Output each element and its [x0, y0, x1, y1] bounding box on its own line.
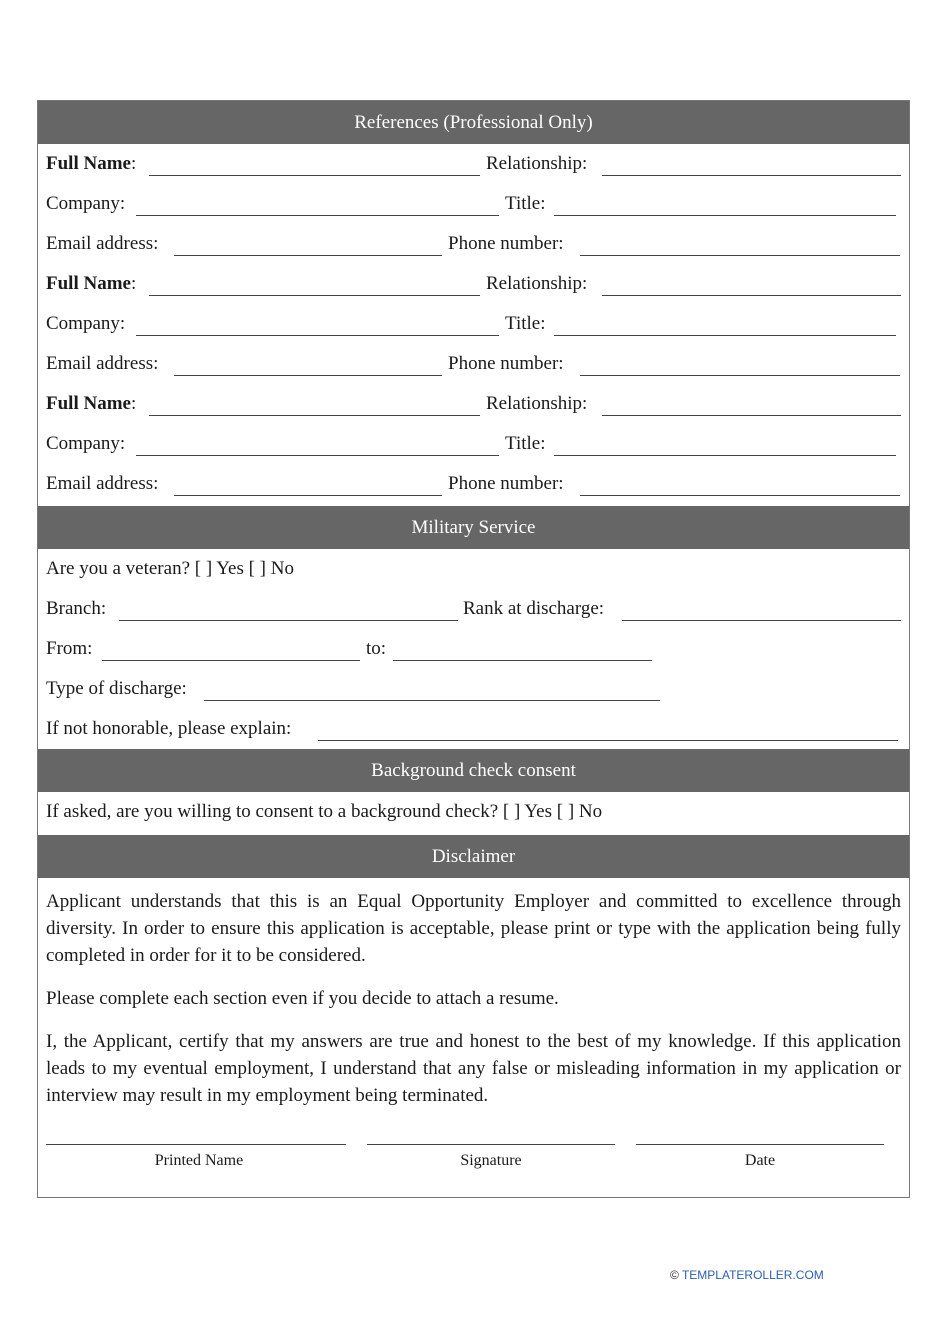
- ref1-name-row: [38, 144, 909, 184]
- date-label: Date: [744, 1152, 776, 1169]
- footer-credit: [670, 1268, 824, 1282]
- background-header: Background check consent: [38, 749, 909, 792]
- printed-name-label: Printed Name: [154, 1152, 244, 1169]
- branch-row: [38, 589, 909, 629]
- service-dates-row: [38, 629, 909, 669]
- discharge-type-field[interactable]: [204, 700, 660, 701]
- date-line[interactable]: [636, 1144, 884, 1145]
- discharge-type-label: Type of discharge:: [46, 678, 187, 699]
- ref2-email-field[interactable]: [174, 375, 442, 376]
- ref3-email-row: [38, 464, 909, 504]
- branch-field[interactable]: [119, 620, 458, 621]
- ref3-name-row: [38, 384, 909, 424]
- phone-label: Phone number:: [448, 233, 564, 254]
- ref2-full-name-field[interactable]: [149, 295, 480, 296]
- relationship-label: Relationship:: [486, 273, 588, 294]
- ref1-company-row: [38, 184, 909, 224]
- full-name-label: Full Name:: [46, 273, 137, 294]
- veteran-question[interactable]: Are you a veteran? [ ] Yes [ ] No: [46, 558, 294, 579]
- disclaimer-header: Disclaimer: [38, 835, 909, 878]
- references-header: References (Professional Only): [38, 101, 909, 144]
- phone-label: Phone number:: [448, 353, 564, 374]
- ref1-email-row: [38, 224, 909, 264]
- relationship-label: Relationship:: [486, 153, 588, 174]
- not-honorable-row: [38, 709, 909, 749]
- ref1-email-field[interactable]: [174, 255, 442, 256]
- not-honorable-field[interactable]: [318, 740, 898, 741]
- ref3-company-field[interactable]: [136, 455, 499, 456]
- full-name-label: Full Name:: [46, 153, 137, 174]
- email-label: Email address:: [46, 233, 159, 254]
- signature-label: Signature: [460, 1152, 522, 1169]
- signature-line[interactable]: [367, 1144, 615, 1145]
- not-honorable-label: If not honorable, please explain:: [46, 718, 292, 739]
- copyright-symbol: ©: [670, 1268, 679, 1282]
- footer-brand-link[interactable]: TEMPLATEROLLER.COM: [681, 1268, 824, 1282]
- ref2-relationship-field[interactable]: [602, 295, 901, 296]
- rank-field[interactable]: [622, 620, 901, 621]
- rank-label: Rank at discharge:: [463, 598, 605, 619]
- ref3-company-row: [38, 424, 909, 464]
- ref1-relationship-field[interactable]: [602, 175, 901, 176]
- ref2-name-row: [38, 264, 909, 304]
- background-consent-row: [38, 792, 909, 835]
- title-label: Title:: [505, 433, 546, 454]
- relationship-label: Relationship:: [486, 393, 588, 414]
- discharge-type-row: [38, 669, 909, 709]
- ref2-email-row: [38, 344, 909, 384]
- to-label: to:: [366, 638, 387, 659]
- background-consent-question[interactable]: If asked, are you willing to consent to a background check? [ ] Yes [ ] No: [46, 801, 603, 822]
- company-label: Company:: [46, 313, 126, 334]
- full-name-label: Full Name:: [46, 393, 137, 414]
- from-label: From:: [46, 638, 93, 659]
- disclaimer-paragraph-3: I, the Applicant, certify that my answers are true and honest to the best of my knowledge. If this application leads to my eventual employment, I understand that any false or misleading information in my application or interview may result in my employment being terminated.: [46, 1031, 901, 1106]
- to-field[interactable]: [393, 660, 652, 661]
- ref1-company-field[interactable]: [136, 215, 499, 216]
- disclaimer-paragraph-2: Please complete each section even if you decide to attach a resume.: [46, 988, 559, 1009]
- title-label: Title:: [505, 313, 546, 334]
- ref3-email-field[interactable]: [174, 495, 442, 496]
- ref3-relationship-field[interactable]: [602, 415, 901, 416]
- ref2-title-field[interactable]: [554, 335, 896, 336]
- ref2-company-row: [38, 304, 909, 344]
- company-label: Company:: [46, 193, 126, 214]
- ref3-phone-field[interactable]: [580, 495, 900, 496]
- branch-label: Branch:: [46, 598, 107, 619]
- ref1-full-name-field[interactable]: [149, 175, 480, 176]
- ref2-company-field[interactable]: [136, 335, 499, 336]
- email-label: Email address:: [46, 473, 159, 494]
- company-label: Company:: [46, 433, 126, 454]
- ref1-phone-field[interactable]: [580, 255, 900, 256]
- from-field[interactable]: [102, 660, 360, 661]
- ref1-title-field[interactable]: [554, 215, 896, 216]
- application-form: [37, 100, 910, 1198]
- military-header: Military Service: [38, 506, 909, 549]
- disclaimer-paragraph-1: Applicant understands that this is an Equal Opportunity Employer and committed to excellence through diversity. In order to ensure this application is acceptable, please print or type with the application being fully completed in order for it to be considered.: [46, 891, 901, 966]
- ref2-phone-field[interactable]: [580, 375, 900, 376]
- ref3-title-field[interactable]: [554, 455, 896, 456]
- title-label: Title:: [505, 193, 546, 214]
- ref3-full-name-field[interactable]: [149, 415, 480, 416]
- phone-label: Phone number:: [448, 473, 564, 494]
- veteran-row: [38, 549, 909, 589]
- printed-name-line[interactable]: [46, 1144, 346, 1145]
- email-label: Email address:: [46, 353, 159, 374]
